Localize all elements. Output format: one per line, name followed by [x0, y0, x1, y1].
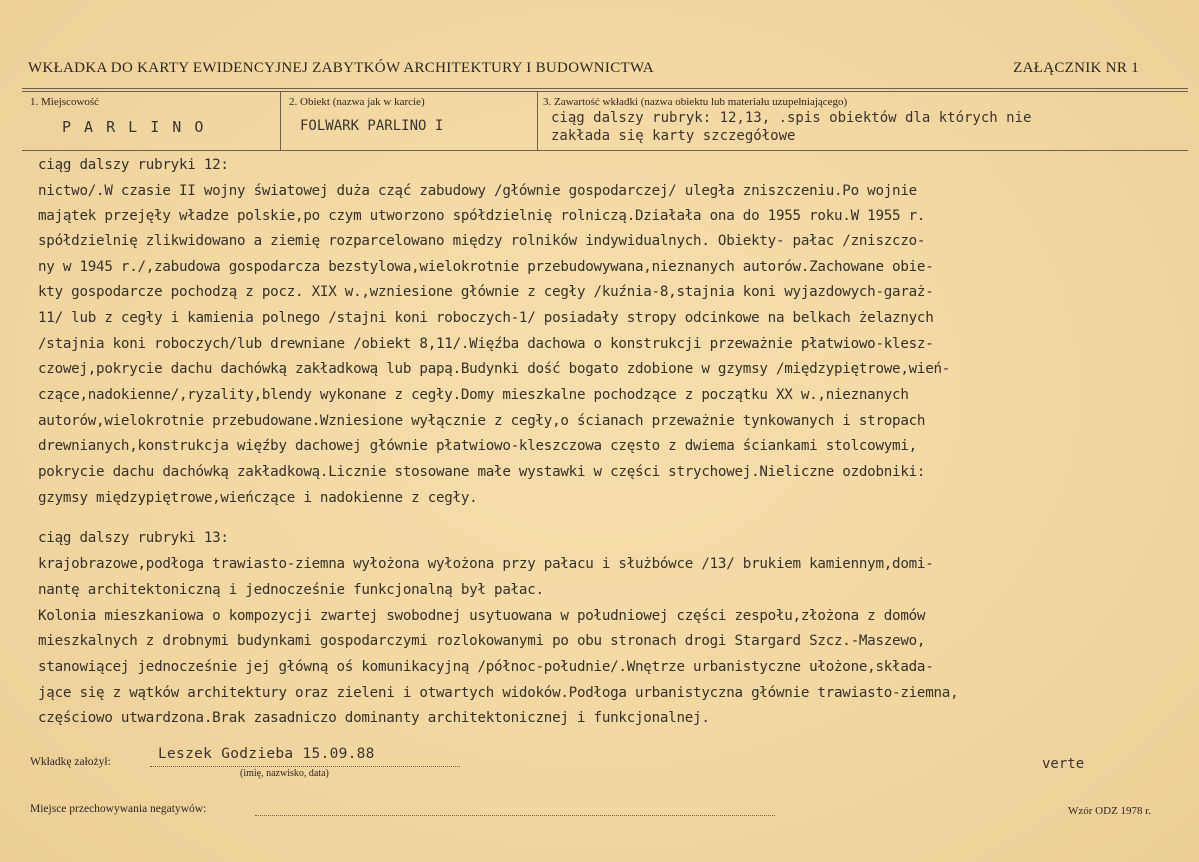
fields-bottom-divider [22, 150, 1188, 151]
negatives-label: Miejsce przechowywania negatywów: [30, 803, 207, 815]
card-title: WKŁADKA DO KARTY EWIDENCYJNEJ ZABYTKÓW ARCHITEKTURY I BUDOWNICTWA [28, 60, 654, 76]
body-line: czące,nadokienne/,ryzality,blendy wykonane z cegły.Domy mieszkalne pochodzące z początku XX w.,nieznanych [38, 387, 909, 403]
body-line: krajobrazowe,podłoga trawiasto-ziemna wyłożona wyłożona przy pałacu i służbówce /13/ brukiem kamiennym,domi- [38, 556, 934, 572]
verte-text: verte [1042, 756, 1085, 772]
form-code: Wzór ODZ 1978 r. [1068, 805, 1152, 817]
body-line: pokrycie dachu dachówką zakładkową.Licznie stosowane małe wystawki w części strychowej.Nieliczne ozdobniki: [38, 464, 926, 480]
body-line: Kolonia mieszkaniowa o kompozycji zwartej swobodnej usytuowana w południowej części zespołu,złożona z domów [38, 608, 926, 624]
body-line: stanowiącej jednocześnie jej główną oś komunikacyjną /północ-południe/.Wnętrze urbanistyczne ułożone,składa- [38, 659, 934, 675]
card-header [28, 60, 1139, 77]
object-label: 2. Obiekt (nazwa jak w karcie) [289, 96, 425, 108]
body-line: majątek przejęły władze polskie,po czym utworzono spółdzielnię rolniczą.Działała ona do 1955 roku.W 1955 r. [38, 208, 926, 224]
attachment-number: ZAŁĄCZNIK NR 1 [1013, 60, 1139, 76]
body-line: mieszkalnych z drobnymi budynkami gospodarczymi rozlokowanymi po obu stronach drogi Stargard Szcz.-Maszewo, [38, 633, 926, 649]
header-divider [22, 88, 1188, 89]
body-line: autorów,wielokrotnie przebudowane.Wzniesione wyłącznie z cegły,o ścianach przeważnie tynkowanych i stropach [38, 413, 926, 429]
body-line: gzymsy międzypiętrowe,wieńczące i nadokienne z cegły. [38, 490, 478, 506]
body-line: drewnianych,konstrukcja więźby dachowej głównie płatwiowo-kleszczowa często z dwiema ściankami stolcowymi, [38, 438, 917, 454]
body-line: ny w 1945 r./,zabudowa gospodarcza bezstylowa,wielokrotnie przebudowywana,nieznanych autorów.Zachowane obie- [38, 259, 934, 275]
field-divider-1 [280, 92, 281, 150]
locality-value: P A R L I N O [62, 118, 206, 136]
founder-value: Leszek Godzieba 15.09.88 [158, 746, 375, 762]
body-line: ciąg dalszy rubryki 13: [38, 530, 229, 546]
header-divider-double [22, 91, 1188, 92]
body-line: spółdzielnię zlikwidowano a ziemię rozparcelowano między rolników indywidualnych. Obiekty- pałac /zniszczo- [38, 233, 926, 249]
body-line: /stajnia koni roboczych/lub drewniane /obiekt 8,11/.Więźba dachowa o konstrukcji przeważnie płatwiowo-klesz- [38, 336, 934, 352]
contents-value-line-1: ciąg dalszy rubryk: 12,13, .spis obiektów dla których nie [551, 110, 1032, 126]
body-line: nictwo/.W czasie II wojny światowej duża cząć zabudowy /głównie gospodarczej/ uległa zniszczeniu.Po wojnie [38, 183, 917, 199]
contents-label: 3. Zawartość wkładki (nazwa obiektu lub materiału uzupełniającego) [543, 96, 848, 108]
body-line: nantę architektoniczną i jednocześnie funkcjonalną był pałac. [38, 582, 544, 598]
founder-hint: (imię, nazwisko, data) [240, 768, 329, 779]
body-line: ciąg dalszy rubryki 12: [38, 157, 229, 173]
object-value: FOLWARK PARLINO I [300, 118, 444, 134]
founder-dotted-line [150, 766, 460, 767]
locality-label: 1. Miejscowość [30, 96, 100, 108]
field-divider-2 [537, 92, 538, 150]
body-line: częściowo utwardzona.Brak zasadniczo dominanty architektonicznej i funkcjonalnej. [38, 710, 710, 726]
negatives-dotted-line [255, 815, 775, 816]
body-line: kty gospodarcze pochodzą z pocz. XIX w.,wzniesione głównie z cegły /kuźnia-8,stajnia koni wyjazdowych-garaż- [38, 284, 934, 300]
founder-label: Wkładkę założył: [30, 756, 111, 768]
body-line: jące się z wątków architektury oraz zieleni i otwartych widoków.Podłoga urbanistyczna głównie trawiasto-ziemna, [38, 685, 959, 701]
contents-value-line-2: zakłada się karty szczegółowe [551, 128, 796, 144]
body-line: czowej,pokrycie dachu dachówką zakładkową lub papą.Budynki dość bogato zdobione w gzymsy /międzypiętrowe,wień- [38, 361, 951, 377]
body-line: 11/ lub z cegły i kamienia polnego /stajni koni roboczych-1/ posiadały stropy odcinkowe na belkach żelaznych [38, 310, 934, 326]
